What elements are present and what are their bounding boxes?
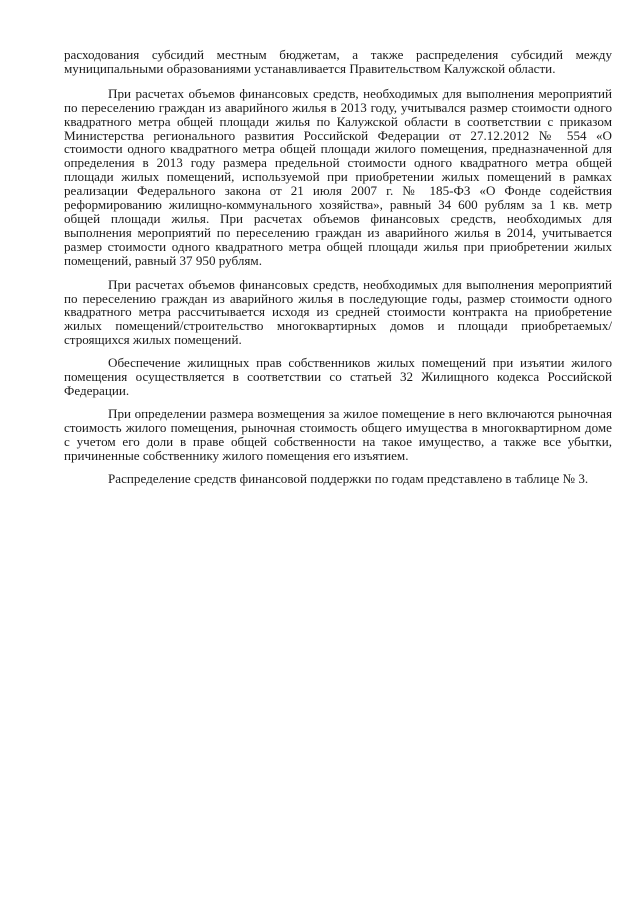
paragraph-subsidy-distribution: расходования субсидий местным бюджетам, а также распределения субсидий между муниципальными образованиями устанавливается Правительством Калужской области. — [64, 47, 612, 76]
paragraph-compensation: При определении размера возмещения за жилое помещение в него включаются рыночная стоимость жилого помещения, рыночная стоимость общего имущества в многоквартирном доме с учетом его доли в праве общей собственности на такое имущество, а также все убытки, причиненные собственнику жилого помещения его изъятием. — [64, 405, 612, 463]
document-body — [64, 48, 612, 496]
paragraph-housing-rights: Обеспечение жилищных прав собственников жилых помещений при изъятии жилого помещения осуществляется в соответствии со статьей 32 Жилищного кодекса Российской Федерации. — [64, 355, 612, 398]
paragraph-table-reference: Распределение средств финансовой поддержки по годам представлено в таблице № 3. — [108, 471, 589, 487]
paragraph-cost-subsequent-years: При расчетах объемов финансовых средств, необходимых для выполнения мероприятий по переселению граждан из аварийного жилья в последующие годы, размер стоимости одного квадратного метра рассчитывается исходя из средней стоимости контракта на приобретение жилых помещений/строительство многоквартирных домов и площади приобретаемых/строящихся жилых помещений. — [64, 276, 612, 348]
paragraph-cost-per-sqm-2013-2014: При расчетах объемов финансовых средств, необходимых для выполнения мероприятий по переселению граждан из аварийного жилья в 2013 году, учитывался размер стоимости одного квадратного метра общей площади жилья по Калужской области в соответствии с приказом Министерства регионального развития Российской Федерации от 27.12.2012 № 554 «О стоимости одного квадратного метра общей площади жилого помещения, предназначенной для определения в 2013 году размера предельной стоимости одного квадратного метра общей площади жилых помещений, используемой при приобретении жилых помещений в рамках реализации Федерального закона от 21 июля 2007 г. № 185-ФЗ «О Фонде содействия реформированию жилищно-коммунального хозяйства», равный 34 600 рублям за 1 кв. метр общей площади жилья. При расчетах объемов финансовых средств, необходимых для выполнения мероприятий по переселению граждан из аварийного жилья в 2014, учитывается размер стоимости одного квадратного метра общей площади жилья при приобретении жилых помещений, равный 37 950 рублям. — [64, 85, 612, 268]
